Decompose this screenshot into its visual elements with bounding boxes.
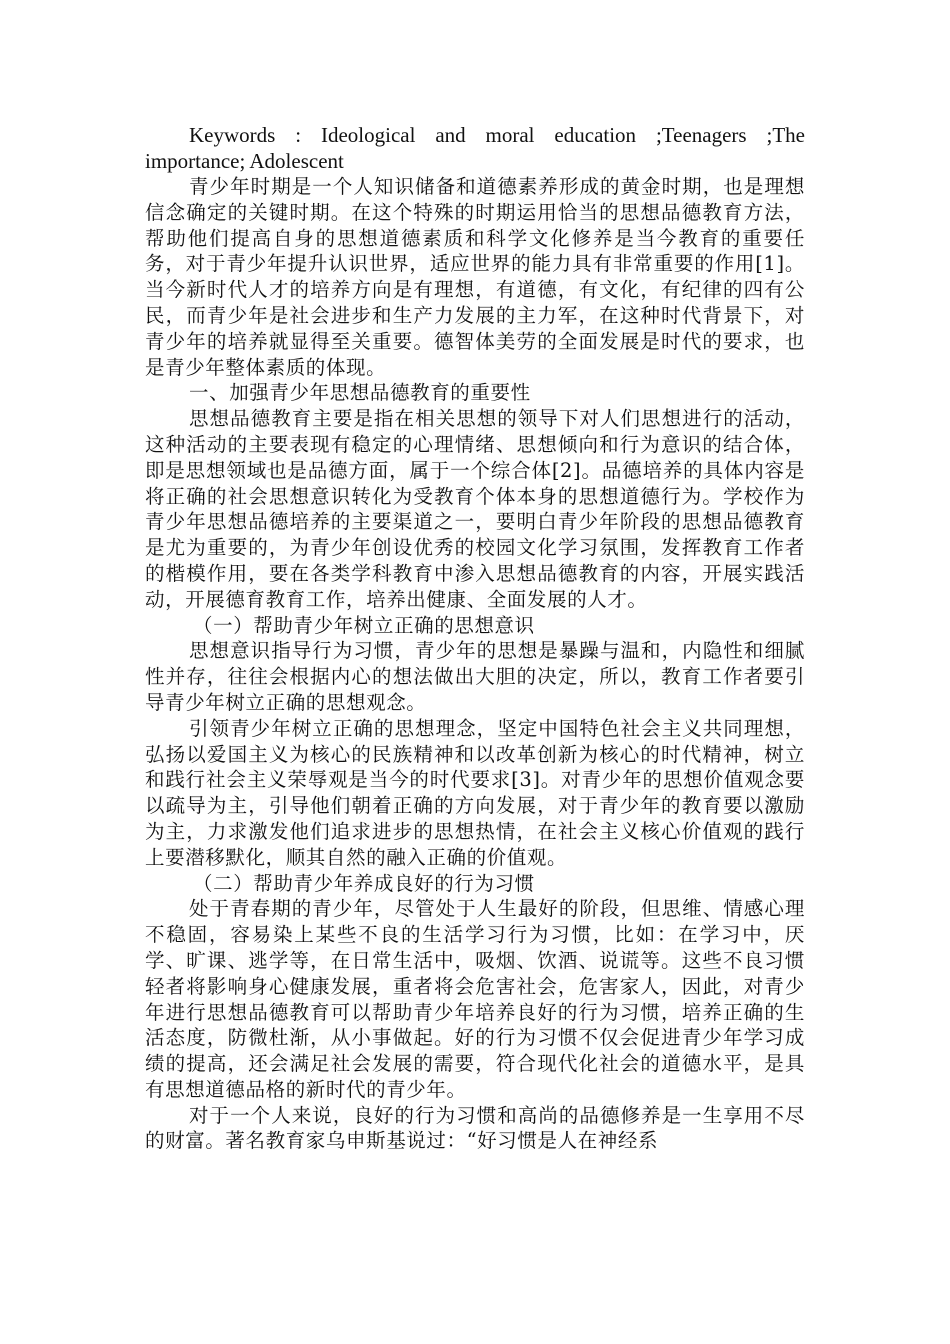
subsection-1-paragraph-1: 思想意识指导行为习惯，青少年的思想是暴躁与温和，内隐性和细腻性并存，往往会根据内心的想法做出大胆的决定，所以，教育工作者要引导青少年树立正确的思想观念。: [145, 639, 805, 714]
subsection-1-paragraph-2: 引领青少年树立正确的思想理念，坚定中国特色社会主义共同理想，弘扬以爱国主义为核心的民族精神和以改革创新为核心的时代精神，树立和践行社会主义荣辱观是当今的时代要求[3]。对青少年的思想价值观念要以疏导为主，引导他们朝着正确的方向发展，对于青少年的教育要以激励为主，力求激发他们追求进步的思想热情，在社会主义核心价值观的践行上要潜移默化，顺其自然的融入正确的价值观。: [145, 716, 805, 869]
subsection-heading-2: （二）帮助青少年养成良好的行为习惯: [193, 871, 535, 895]
intro-paragraph: 青少年时期是一个人知识储备和道德素养形成的黄金时期，也是理想信念确定的关键时期。在这个特殊的时期运用恰当的思想品德教育方法，帮助他们提高自身的思想道德素质和科学文化修养是当今教育的重要任务，对于青少年提升认识世界，适应世界的能力具有非常重要的作用[1]。当今新时代人才的培养方向是有理想，有道德，有文化，有纪律的四有公民，而青少年是社会进步和生产力发展的主力军，在这种时代背景下，对青少年的培养就显得至关重要。德智体美劳的全面发展是时代的要求，也是青少年整体素质的体现。: [145, 175, 805, 379]
subsection-2-paragraph-1: 处于青春期的青少年，尽管处于人生最好的阶段，但思维、情感心理不稳固，容易染上某些不良的生活学习行为习惯，比如：在学习中，厌学、旷课、逃学等，在日常生活中，吸烟、饮酒、说谎等。这些不良习惯轻者将影响身心健康发展，重者将会危害社会，危害家人，因此，对青少年进行思想品德教育可以帮助青少年培养良好的行为习惯，培养正确的生活态度，防微杜渐，从小事做起。好的行为习惯不仅会促进青少年学习成绩的提高，还会满足社会发展的需要，符合现代化社会的道德水平，是具有思想道德品格的新时代的青少年。: [145, 897, 805, 1101]
keywords-line: Keywords : Ideological and moral education ;Teenagers ;The importance; Adolescent: [145, 123, 805, 173]
subsection-2-paragraph-2: 对于一个人来说，良好的行为习惯和高尚的品德修养是一生享用不尽的财富。著名教育家乌申斯基说过：“好习惯是人在神经系: [145, 1103, 805, 1153]
section-1-paragraph: 思想品德教育主要是指在相关思想的领导下对人们思想进行的活动，这种活动的主要表现有稳定的心理情绪、思想倾向和行为意识的结合体，即是思想领域也是品德方面，属于一个综合体[2]。品德培养的具体内容是将正确的社会思想意识转化为受教育个体本身的思想道德行为。学校作为青少年思想品德培养的主要渠道之一，要明白青少年阶段的思想品德教育是尤为重要的，为青少年创设优秀的校园文化学习氛围，发挥教育工作者的楷模作用，要在各类学科教育中渗入思想品德教育的内容，开展实践活动，开展德育教育工作，培养出健康、全面发展的人才。: [145, 407, 805, 611]
subsection-heading-1: （一）帮助青少年树立正确的思想意识: [193, 613, 535, 637]
section-heading-1: 一、加强青少年思想品德教育的重要性: [189, 381, 531, 405]
document-page: [145, 122, 805, 1154]
